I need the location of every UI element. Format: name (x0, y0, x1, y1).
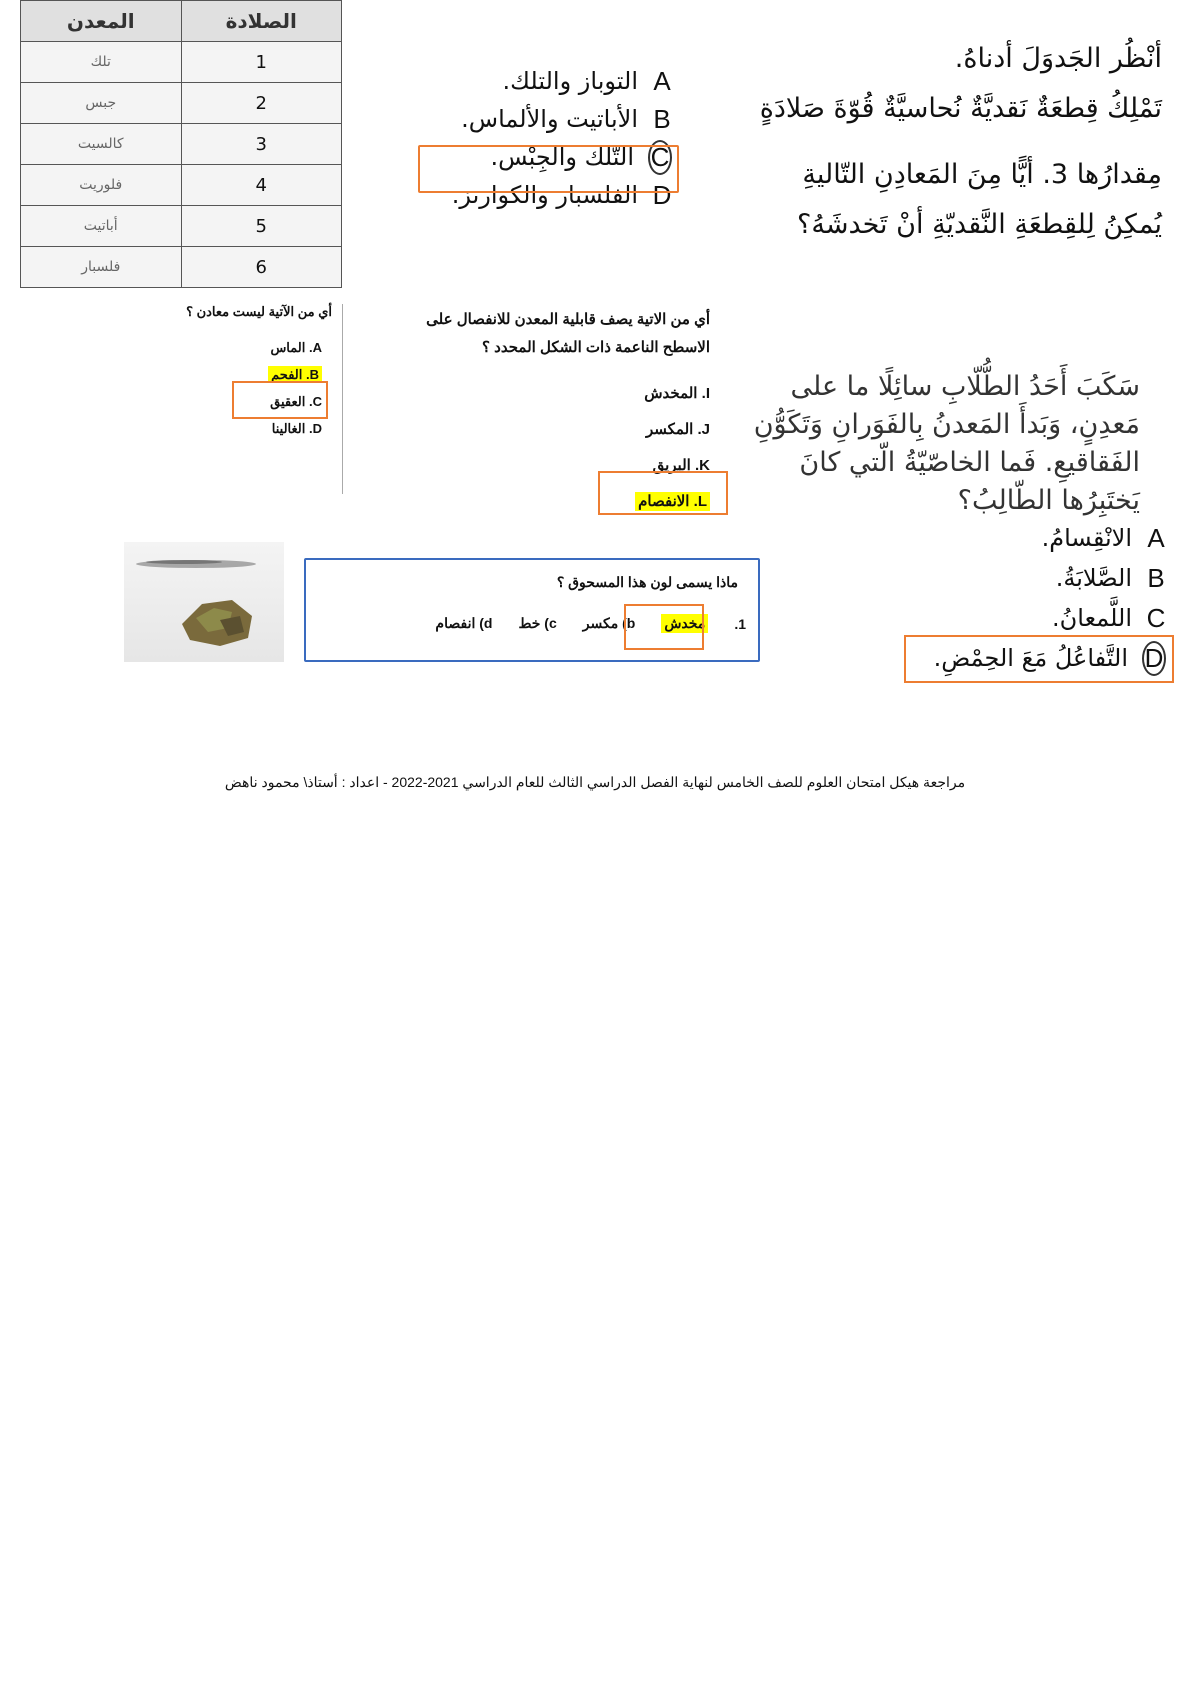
answer-box (598, 471, 728, 515)
answer-box (904, 635, 1174, 683)
option-text: الانفصام (638, 493, 690, 510)
table-header-mineral: المعدن (21, 1, 182, 42)
hardness-cell: 5 (181, 206, 342, 247)
option-text: الماس (270, 340, 306, 355)
question-title: ماذا يسمى لون هذا المسحوق ؟ (556, 574, 738, 590)
hardness-cell: 2 (181, 83, 342, 124)
table-row (21, 247, 342, 288)
question-acid (750, 368, 1140, 520)
option-i[interactable] (390, 376, 710, 412)
answer-box (624, 604, 704, 650)
table-row (21, 165, 342, 206)
question-line: سَكَبَ أَحَدُ الطُّلّابِ سائِلًا ما على (790, 371, 1140, 402)
option-text: البريق (652, 457, 691, 474)
option-a[interactable] (150, 334, 322, 361)
question-title: أي من الاتية يصف قابلية المعدن للانفصال على (426, 311, 710, 328)
option-letter: D. (308, 421, 322, 436)
option-text: المكسر (645, 421, 694, 438)
table-row (21, 42, 342, 83)
option-letter: I. (701, 385, 710, 402)
table-row (21, 124, 342, 165)
question-line: مَعدِنٍ، وَبَدأَ المَعدنُ بِالفَوَرانِ وَتَكَوُّنِ (753, 409, 1140, 440)
rock-streak-image (124, 542, 284, 662)
answer-box (418, 145, 679, 193)
mineral-cell: فلسبار (21, 247, 182, 288)
table-row (21, 83, 342, 124)
page-footer: مراجعة هيكل امتحان العلوم للصف الخامس لنهاية الفصل الدراسي الثالث للعام الدراسي 2021-2022 - اعداد : أستاذ\ محمود ناهض (224, 774, 966, 790)
option-letter: L. (693, 493, 707, 510)
option-text: الصَّلابَةُ. (1055, 564, 1132, 592)
option-text: الانْقِسامُ. (1041, 524, 1132, 552)
question-title: أي من الآتية ليست معادن ؟ (186, 304, 332, 319)
option-text: الأباتيت والألماس. (461, 105, 638, 133)
option-letter: C. (308, 394, 322, 409)
option-text: التوباز والتلك. (502, 67, 638, 95)
option-b[interactable] (866, 558, 1166, 598)
question-title: الاسطح الناعمة ذات الشكل المحدد ؟ (482, 339, 710, 356)
hardness-cell: 3 (181, 124, 342, 165)
option-letter: B. (305, 367, 319, 382)
option-text: الفلسبار والكوارتز. (451, 181, 638, 209)
question-line: تَمْلِكُ قِطعَةٌ نَقديَّةٌ نُحاسيَّةٌ قُوّةَ صَلادَةٍ (759, 93, 1162, 124)
option-letter: A (653, 65, 671, 96)
option-letter: C (1146, 602, 1166, 633)
question-coin-scratch (602, 34, 1162, 250)
hardness-table (20, 0, 342, 288)
option-c[interactable] (866, 598, 1166, 638)
option-letter: A (1147, 522, 1165, 553)
option-letter: B (653, 103, 671, 134)
option-letter: D (652, 179, 672, 210)
option-a[interactable]: مخدش (661, 614, 708, 633)
hardness-cell: 1 (181, 42, 342, 83)
option-letter-circled: D (1142, 641, 1166, 676)
option-letter: A. (308, 340, 322, 355)
table-header-hardness: الصلادة (181, 1, 342, 42)
option-text: التَّفاعُلُ مَعَ الحِمْضِ. (933, 644, 1128, 672)
option-text: الغالينا (271, 421, 306, 436)
question-line: يُمكِنُ لِلقِطعَةِ النَّقديّةِ أنْ تَخدشَهُ؟ (797, 209, 1162, 240)
option-c[interactable]: c) خط (518, 615, 557, 631)
option-text: اللَّمعانُ. (1052, 604, 1132, 632)
option-d[interactable] (150, 415, 322, 442)
table-row (21, 206, 342, 247)
option-letter: J. (697, 421, 710, 438)
mineral-cell: جبس (21, 83, 182, 124)
option-b[interactable] (372, 100, 672, 138)
option-text: التّلك والجِبْس. (490, 143, 634, 171)
hardness-cell: 6 (181, 247, 342, 288)
hardness-cell: 4 (181, 165, 342, 206)
question-line: مِقدارُها 3. أيًّا مِنَ المَعادِنِ التّاليةِ (802, 159, 1162, 190)
option-text: العقيق (270, 394, 306, 409)
mineral-cell: أباتيت (21, 206, 182, 247)
option-letter-circled: C (648, 140, 672, 175)
question-line: الفَقاقيعِ. فَما الخاصّيّةُ الّتي كانَ (799, 447, 1140, 478)
mineral-cell: كالسيت (21, 124, 182, 165)
question-line: أنْظُر الجَدوَلَ أدناهُ. (954, 43, 1162, 74)
mineral-cell: فلوريت (21, 165, 182, 206)
question-line: يَختَبِرُها الطّالِبُ؟ (957, 485, 1140, 516)
option-text: الفحم (271, 367, 303, 382)
option-letter: B (1147, 562, 1165, 593)
option-a[interactable] (372, 62, 672, 100)
mineral-cell: تلك (21, 42, 182, 83)
option-d[interactable]: d) انفصام (435, 615, 493, 631)
rock-icon (124, 542, 284, 662)
option-text: المخدش (644, 385, 698, 402)
option-b[interactable]: b) مكسر (582, 615, 636, 631)
option-letter: K. (694, 457, 710, 474)
question-number: 1. (734, 615, 746, 632)
answer-box (232, 381, 328, 419)
option-a[interactable] (866, 518, 1166, 558)
option-j[interactable] (390, 412, 710, 448)
